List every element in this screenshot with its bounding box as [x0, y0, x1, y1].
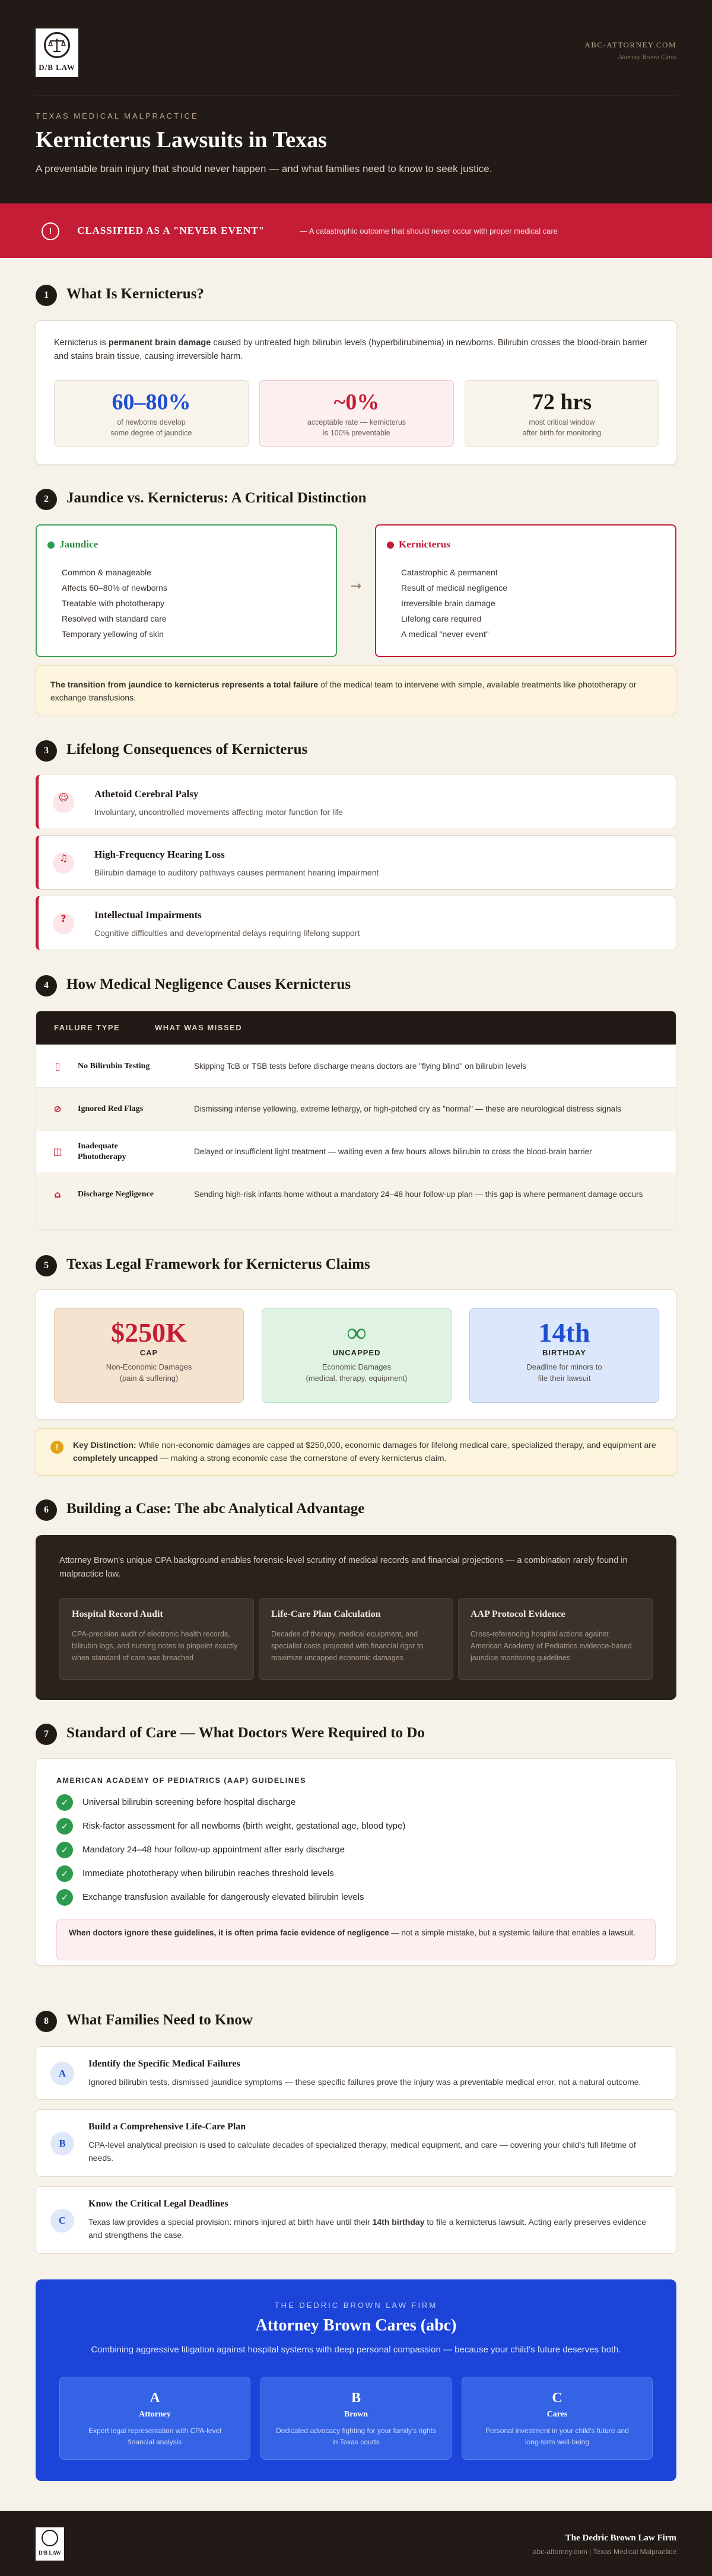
section-number: 2 — [36, 489, 57, 510]
page-title: Kernicterus Lawsuits in Texas — [36, 128, 327, 152]
stat-label: acceptable rate — kernicterus is 100% preventable — [307, 418, 406, 437]
stat-card — [54, 380, 249, 447]
failure-type: Discharge Negligence — [78, 1189, 154, 1199]
kernicterus-card — [375, 524, 676, 657]
light-icon: ◫ — [53, 1146, 62, 1157]
cta-card-text: Expert legal representation with CPA-level financial analysis — [88, 2427, 221, 2447]
column-header: FAILURE TYPE — [54, 1023, 120, 1032]
home-icon: ⌂ — [54, 1189, 61, 1200]
cap-card — [54, 1308, 244, 1403]
step-badge: B — [50, 2132, 74, 2155]
failure-description: Delayed or insufficient light treatment — waiting even a few hours allows bilirubin to cross the blood-brain barrier — [194, 1147, 592, 1156]
check-icon: ✓ — [56, 1889, 73, 1906]
analytical-advantage-panel — [36, 1535, 676, 1700]
list-item: A medical "never event" — [401, 629, 489, 639]
cta-card-title: Cares — [546, 2410, 568, 2419]
advantage-text: Cross-referencing hospital actions against American Academy of Pediatrics evidence-based jaundice monitoring guidelines — [471, 1630, 632, 1662]
check-icon: ✓ — [56, 1865, 73, 1882]
section-title: Texas Legal Framework for Kernicterus Claims — [66, 1256, 370, 1272]
cta-eyebrow: THE DEDRIC BROWN LAW FIRM — [274, 2301, 438, 2310]
cta-card-brown — [260, 2377, 452, 2460]
deadline-description: Deadline for minors to file their lawsuit — [526, 1362, 602, 1383]
logo-text: D/B LAW — [39, 63, 75, 72]
failure-description: Dismissing intense yellowing, extreme lethargy, or high-pitched cry as "normal" — these are neurological distress signals — [194, 1104, 621, 1113]
section-title: Lifelong Consequences of Kernicterus — [66, 741, 308, 757]
section-title: Standard of Care — What Doctors Were Required to Do — [66, 1725, 425, 1741]
advantage-text: Decades of therapy, medical equipment, and specialist costs projected with financial rigor to maximize uncapped economic damages — [271, 1630, 424, 1662]
step-title: Know the Critical Legal Deadlines — [88, 2199, 228, 2209]
key-distinction-note: ! Key Distinction: While non-economic damages are capped at $250,000, economic damages for lifelong medical care, specialized therapy, and equipment are completely uncapped — making a strong economic case the cornerstone of every kernicterus claim. — [36, 1428, 676, 1476]
family-step-card — [36, 2046, 676, 2100]
alert-text: — A catastrophic outcome that should never occur with proper medical care — [300, 227, 558, 235]
section-number: 5 — [36, 1255, 57, 1276]
firm-logo[interactable] — [36, 28, 78, 77]
page-footer — [0, 2511, 712, 2576]
step-title: Identify the Specific Medical Failures — [88, 2059, 240, 2069]
table-row — [36, 1173, 676, 1230]
family-step-card — [36, 2186, 676, 2254]
kernicterus-definition-card — [36, 320, 676, 465]
cap-value: $250K — [111, 1317, 187, 1348]
site-tagline: Attorney Brown Cares — [618, 53, 676, 61]
guideline-item: Exchange transfusion available for dangerously elevated bilirubin levels — [82, 1892, 364, 1902]
cta-title: Attorney Brown Cares (abc) — [255, 2316, 457, 2335]
step-text: CPA-level analytical precision is used to calculate decades of specialized therapy, medical equipment, and care — covering your child's full lifetime of needs. — [88, 2140, 636, 2163]
headphones-icon: ♫ — [53, 852, 74, 874]
hero-eyebrow: TEXAS MEDICAL MALPRACTICE — [36, 112, 199, 120]
check-icon: ✓ — [56, 1794, 73, 1811]
scales-icon — [42, 2530, 58, 2546]
step-badge: C — [50, 2209, 74, 2233]
section-title: What Is Kernicterus? — [66, 286, 204, 302]
phone-icon: ▯ — [55, 1061, 61, 1072]
cap-label: CAP — [139, 1348, 158, 1357]
cta-card-attorney — [59, 2377, 250, 2460]
definition-text: Kernicterus is permanent brain damage caused by untreated high bilirubin levels (hyperbilirubinemia) in newborns. Bilirubin crosses the blood-brain barrier and stains brain tissue, causing irreversible harm. — [54, 338, 648, 362]
stat-card — [465, 380, 659, 447]
never-event-banner — [0, 203, 712, 258]
column-header: WHAT WAS MISSED — [155, 1023, 243, 1032]
arrow-right-icon: → — [350, 579, 362, 594]
cta-card-letter: C — [552, 2390, 562, 2406]
list-item: Resolved with standard care — [62, 614, 167, 623]
kernicterus-list — [401, 565, 507, 642]
section-title: How Medical Negligence Causes Kernicterus — [66, 976, 351, 992]
stat-label: of newborns develop some degree of jaundice — [110, 418, 192, 437]
list-item: Affects 60–80% of newborns — [62, 583, 167, 593]
cta-card-title: Brown — [344, 2410, 368, 2419]
consequence-text: Bilirubin damage to auditory pathways causes permanent hearing impairment — [94, 868, 379, 877]
section-title: Jaundice vs. Kernicterus: A Critical Distinction — [66, 490, 367, 506]
question-icon: ? — [53, 913, 74, 934]
consequence-title: Intellectual Impairments — [94, 909, 202, 921]
page-subtitle: A preventable brain injury that should never happen — and what families need to know to seek justice. — [36, 163, 492, 174]
stat-value: 60–80% — [112, 390, 191, 415]
standard-of-care-card — [36, 1758, 676, 1966]
uncapped-card — [262, 1308, 452, 1403]
section-number: 6 — [36, 1499, 57, 1521]
cta-card-text: Dedicated advocacy fighting for your family's rights in Texas courts — [276, 2427, 436, 2447]
advantage-card — [458, 1598, 653, 1680]
list-item: Catastrophic & permanent — [401, 568, 498, 577]
guideline-item: Immediate phototherapy when bilirubin reaches threshold levels — [82, 1868, 334, 1878]
footer-logo[interactable] — [36, 2527, 64, 2561]
negligence-callout: When doctors ignore these guidelines, it is often prima facie evidence of negligence — not a simple mistake, but a systemic failure that enables a lawsuit. — [56, 1919, 656, 1960]
step-title: Build a Comprehensive Life-Care Plan — [88, 2122, 246, 2132]
stat-card — [259, 380, 454, 447]
step-badge: A — [50, 2062, 74, 2085]
guideline-item: Mandatory 24–48 hour follow-up appointment after early discharge — [82, 1845, 345, 1855]
advantage-text: CPA-precision audit of electronic health records, bilirubin logs, and nursing notes to pinpoint exactly when standard of care was breached — [72, 1630, 238, 1662]
advantage-title: AAP Protocol Evidence — [471, 1609, 565, 1619]
list-item: Temporary yellowing of skin — [62, 629, 164, 639]
kernicterus-title: Kernicterus — [387, 539, 450, 550]
table-header — [36, 1011, 676, 1045]
consequence-title: Athetoid Cerebral Palsy — [94, 788, 199, 800]
consequence-card — [36, 896, 676, 950]
cta-card-text: Personal investment in your child's future and long-term well-being — [485, 2427, 629, 2447]
consequence-text: Involuntary, uncontrolled movements affecting motor function for life — [94, 807, 343, 817]
jaundice-title: Jaundice — [47, 539, 98, 550]
cta-card-title: Attorney — [139, 2410, 171, 2419]
list-item: Irreversible brain damage — [401, 598, 495, 608]
list-item: Treatable with phototherapy — [62, 598, 165, 608]
consequence-text: Cognitive difficulties and developmental delays requiring lifelong support — [94, 928, 360, 938]
advantage-title: Life-Care Plan Calculation — [271, 1609, 381, 1619]
status-dot-icon — [387, 542, 394, 549]
advantage-card — [59, 1598, 254, 1680]
footer-links[interactable]: abc-attorney.com | Texas Medical Malpractice — [532, 2548, 676, 2556]
step-text: Texas law provides a special provision: minors injured at birth have until their 14th birthday to file a kernicterus lawsuit. Acting early preserves evidence and strengthens the case. — [88, 2217, 646, 2240]
consequence-title: High-Frequency Hearing Loss — [94, 849, 225, 860]
warning-icon: ! — [50, 1441, 63, 1454]
guideline-item: Universal bilirubin screening before hospital discharge — [82, 1797, 296, 1807]
section-title: Building a Case: The abc Analytical Advantage — [66, 1501, 365, 1517]
uncapped-label: UNCAPPED — [332, 1348, 381, 1357]
jaundice-card — [36, 524, 337, 657]
uncapped-value: ∞ — [347, 1317, 367, 1348]
site-domain[interactable]: ABC-ATTORNEY.COM — [584, 40, 676, 49]
cta-card-letter: B — [351, 2390, 361, 2406]
failure-type: Ignored Red Flags — [78, 1104, 144, 1113]
hero-header — [0, 0, 712, 203]
check-icon: ✓ — [56, 1842, 73, 1858]
failure-description: Skipping TcB or TSB tests before discharge means doctors are "flying blind" on bilirubin levels — [194, 1061, 526, 1071]
advantage-intro: Attorney Brown's unique CPA background enables forensic-level scrutiny of medical records and financial projections — a combination rarely found in malpractice law. — [59, 1556, 628, 1580]
table-row — [36, 1130, 676, 1173]
cap-description: Non-Economic Damages (pain & suffering) — [106, 1362, 192, 1383]
alert-title: CLASSIFIED AS A "NEVER EVENT" — [77, 225, 265, 236]
failure-type: Inadequate Phototherapy — [78, 1141, 126, 1161]
step-text: Ignored bilirubin tests, dismissed jaundice symptoms — these specific failures prove the injury was a preventable medical error, not a natural outcome. — [88, 2077, 641, 2087]
stat-value: ~0% — [333, 390, 380, 415]
list-item: Result of medical negligence — [401, 583, 507, 593]
consequence-card — [36, 835, 676, 890]
failure-description: Sending high-risk infants home without a mandatory 24–48 hour follow-up plan — this gap is where permanent damage occurs — [194, 1189, 643, 1199]
section-number: 4 — [36, 975, 57, 996]
check-icon: ✓ — [56, 1818, 73, 1835]
family-step-card — [36, 2109, 676, 2177]
table-row — [36, 1087, 676, 1130]
failure-type: No Bilirubin Testing — [78, 1061, 150, 1071]
negligence-table — [36, 1011, 676, 1230]
section-number: 3 — [36, 740, 57, 762]
jaundice-list — [62, 565, 167, 642]
footer-firm-name: The Dedric Brown Law Firm — [565, 2533, 676, 2543]
smile-icon: ☺ — [53, 792, 74, 813]
guidelines-heading: AMERICAN ACADEMY OF PEDIATRICS (AAP) GUIDELINES — [56, 1776, 306, 1785]
uncapped-description: Economic Damages (medical, therapy, equipment) — [306, 1362, 408, 1383]
deadline-label: BIRTHDAY — [542, 1348, 586, 1357]
guideline-item: Risk-factor assessment for all newborns (birth weight, gestational age, blood type) — [82, 1821, 406, 1831]
deadline-value: 14th — [538, 1317, 590, 1348]
list-item: Common & manageable — [62, 568, 151, 577]
alert-icon: ! — [42, 222, 59, 240]
deadline-card — [469, 1308, 659, 1403]
comparison-panel — [36, 524, 676, 657]
section-title: What Families Need to Know — [66, 2012, 253, 2028]
table-row — [36, 1045, 676, 1087]
footer-logo-text: D/B LAW — [39, 2550, 61, 2556]
status-dot-icon — [47, 542, 55, 549]
cta-panel — [36, 2279, 676, 2481]
legal-framework-card — [36, 1289, 676, 1420]
scales-icon — [44, 32, 70, 58]
consequence-card — [36, 775, 676, 829]
section-number: 8 — [36, 2011, 57, 2032]
stat-value: 72 hrs — [532, 390, 592, 415]
list-item: Lifelong care required — [401, 614, 482, 623]
cta-subtitle: Combining aggressive litigation against hospital systems with deep personal compassion — because your child's future deserves both. — [91, 2345, 621, 2355]
stat-label: most critical window after birth for monitoring — [522, 418, 602, 437]
cta-card-letter: A — [150, 2390, 160, 2406]
cta-card-cares — [462, 2377, 653, 2460]
section-number: 7 — [36, 1724, 57, 1745]
advantage-title: Hospital Record Audit — [72, 1609, 163, 1619]
transition-callout: The transition from jaundice to kernicterus represents a total failure of the medical team to intervene with simple, available treatments like phototherapy or exchange transfusions. — [36, 666, 676, 715]
section-number: 1 — [36, 285, 57, 306]
prohibited-icon: ⊘ — [53, 1103, 62, 1115]
advantage-card — [259, 1598, 453, 1680]
